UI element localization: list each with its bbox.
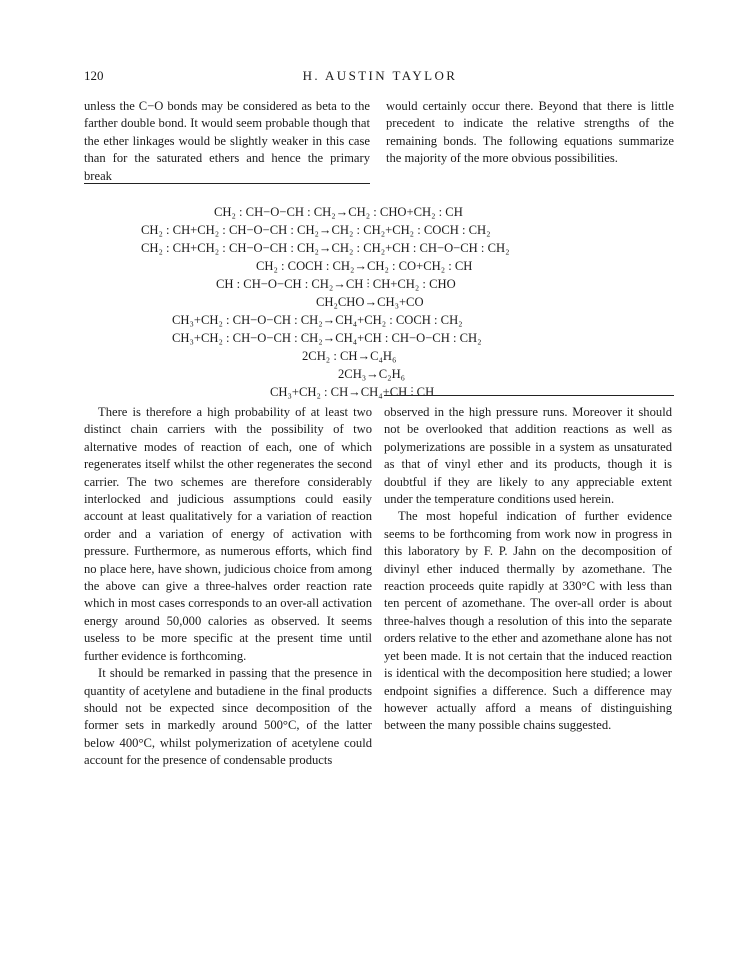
top-right-column	[386, 98, 674, 168]
equation-line: CH : CH−O−CH : CH₂→CH ⫶ CH+CH₂ : CHO	[216, 277, 456, 291]
equation-line: CH₂ : COCH : CH₂→CH₂ : CO+CH₂ : CH	[256, 259, 473, 273]
page-number: 120	[84, 68, 104, 83]
paragraph: There is therefore a high probability of at least two distinct chain carriers with the possibility of two alternative modes of reaction of each, one of which regenerates itself whilst the other regenerates the second carrier. The two schemes are therefore considerably interlocked and judicious assumptions could easily account at least qualitatively for a variation of reaction order and a variation of energy of activation with pressure. Furthermore, as numerous efforts, which find no place here, have shown, judicious choice from among the above can give a three-halves order reaction rate which in most cases corresponds to an over-all activation energy around 50,000 calories as observed. It seems useless to be more specific at the present time until further evidence is forthcoming.	[84, 405, 372, 663]
column-rule-top	[84, 183, 370, 184]
equation-line: CH₂ : CH+CH₂ : CH−O−CH : CH₂→CH₂ : CH₂+CH₂ : COCH : CH₂	[141, 223, 491, 237]
paragraph: It should be remarked in passing that the presence in quantity of acetylene and butadiene in the final products should not be expected since decomposition of the former sets in markedly around 500°C, of the latter below 400°C, whilst polymerization of acetylene could account for the presence of condensable products	[84, 666, 372, 768]
bottom-left-column	[84, 404, 372, 770]
equation-line: CH₃+CH₂ : CH−O−CH : CH₂→CH₄+CH₂ : COCH : CH₂	[172, 313, 463, 327]
equation-line: CH₂CHO→CH₃+CO	[316, 295, 424, 309]
running-head: H. AUSTIN TAYLOR	[302, 68, 458, 83]
equation-line: CH₂ : CH−O−CH : CH₂→CH₂ : CHO+CH₂ : CH	[214, 205, 463, 219]
paragraph: The most hopeful indication of further evidence seems to be forthcoming from work now in progress in this laboratory by F. P. Jahn on the decomposition of divinyl ether induced thermally by azomethane. The reaction proceeds quite rapidly at 330°C with less than ten percent of azomethane. The over-all order is about three-halves though a resolution of this into the separate orders relative to the ether and azomethane alone has not yet been made. It is not certain that the induced reaction is identical with the decomposition here studied; a lower endpoint signifies a difference. Such a difference may however actually afford a means of distinguishing between the many possible chains suggested.	[384, 509, 672, 733]
column-rule-bottom	[384, 395, 674, 396]
page-header	[84, 68, 676, 86]
top-left-column	[84, 98, 370, 185]
paragraph: observed in the high pressure runs. Moreover it should not be overlooked that addition reactions as well as polymerizations are possible in a system as unsaturated as that of vinyl ether and its products, though it is doubtful if they are likely to any appreciable extent under the temperature conditions used herein.	[384, 405, 672, 507]
bottom-right-column	[384, 404, 672, 735]
paragraph: unless the C−O bonds may be considered as beta to the farther double bond. It would seem probable though that the ether linkages would be slightly weaker in this case than for the saturated ethers and hence the primary break	[84, 99, 370, 183]
paragraph: would certainly occur there. Beyond that there is little precedent to indicate the relative strengths of the remaining bonds. The following equations summarize the majority of the more obvious possibilities.	[386, 99, 674, 166]
equation-line: CH₂ : CH+CH₂ : CH−O−CH : CH₂→CH₂ : CH₂+CH : CH−O−CH : CH₂	[141, 241, 510, 255]
equation-line: 2CH₂ : CH→C₄H₆	[302, 349, 397, 363]
equation-line: CH₃+CH₂ : CH−O−CH : CH₂→CH₄+CH : CH−O−CH : CH₂	[172, 331, 482, 345]
equation-line: CH₃+CH₂ : CH→CH₄+CH ⫶ CH	[270, 385, 435, 399]
equation-line: 2CH₃→C₂H₆	[338, 367, 406, 381]
